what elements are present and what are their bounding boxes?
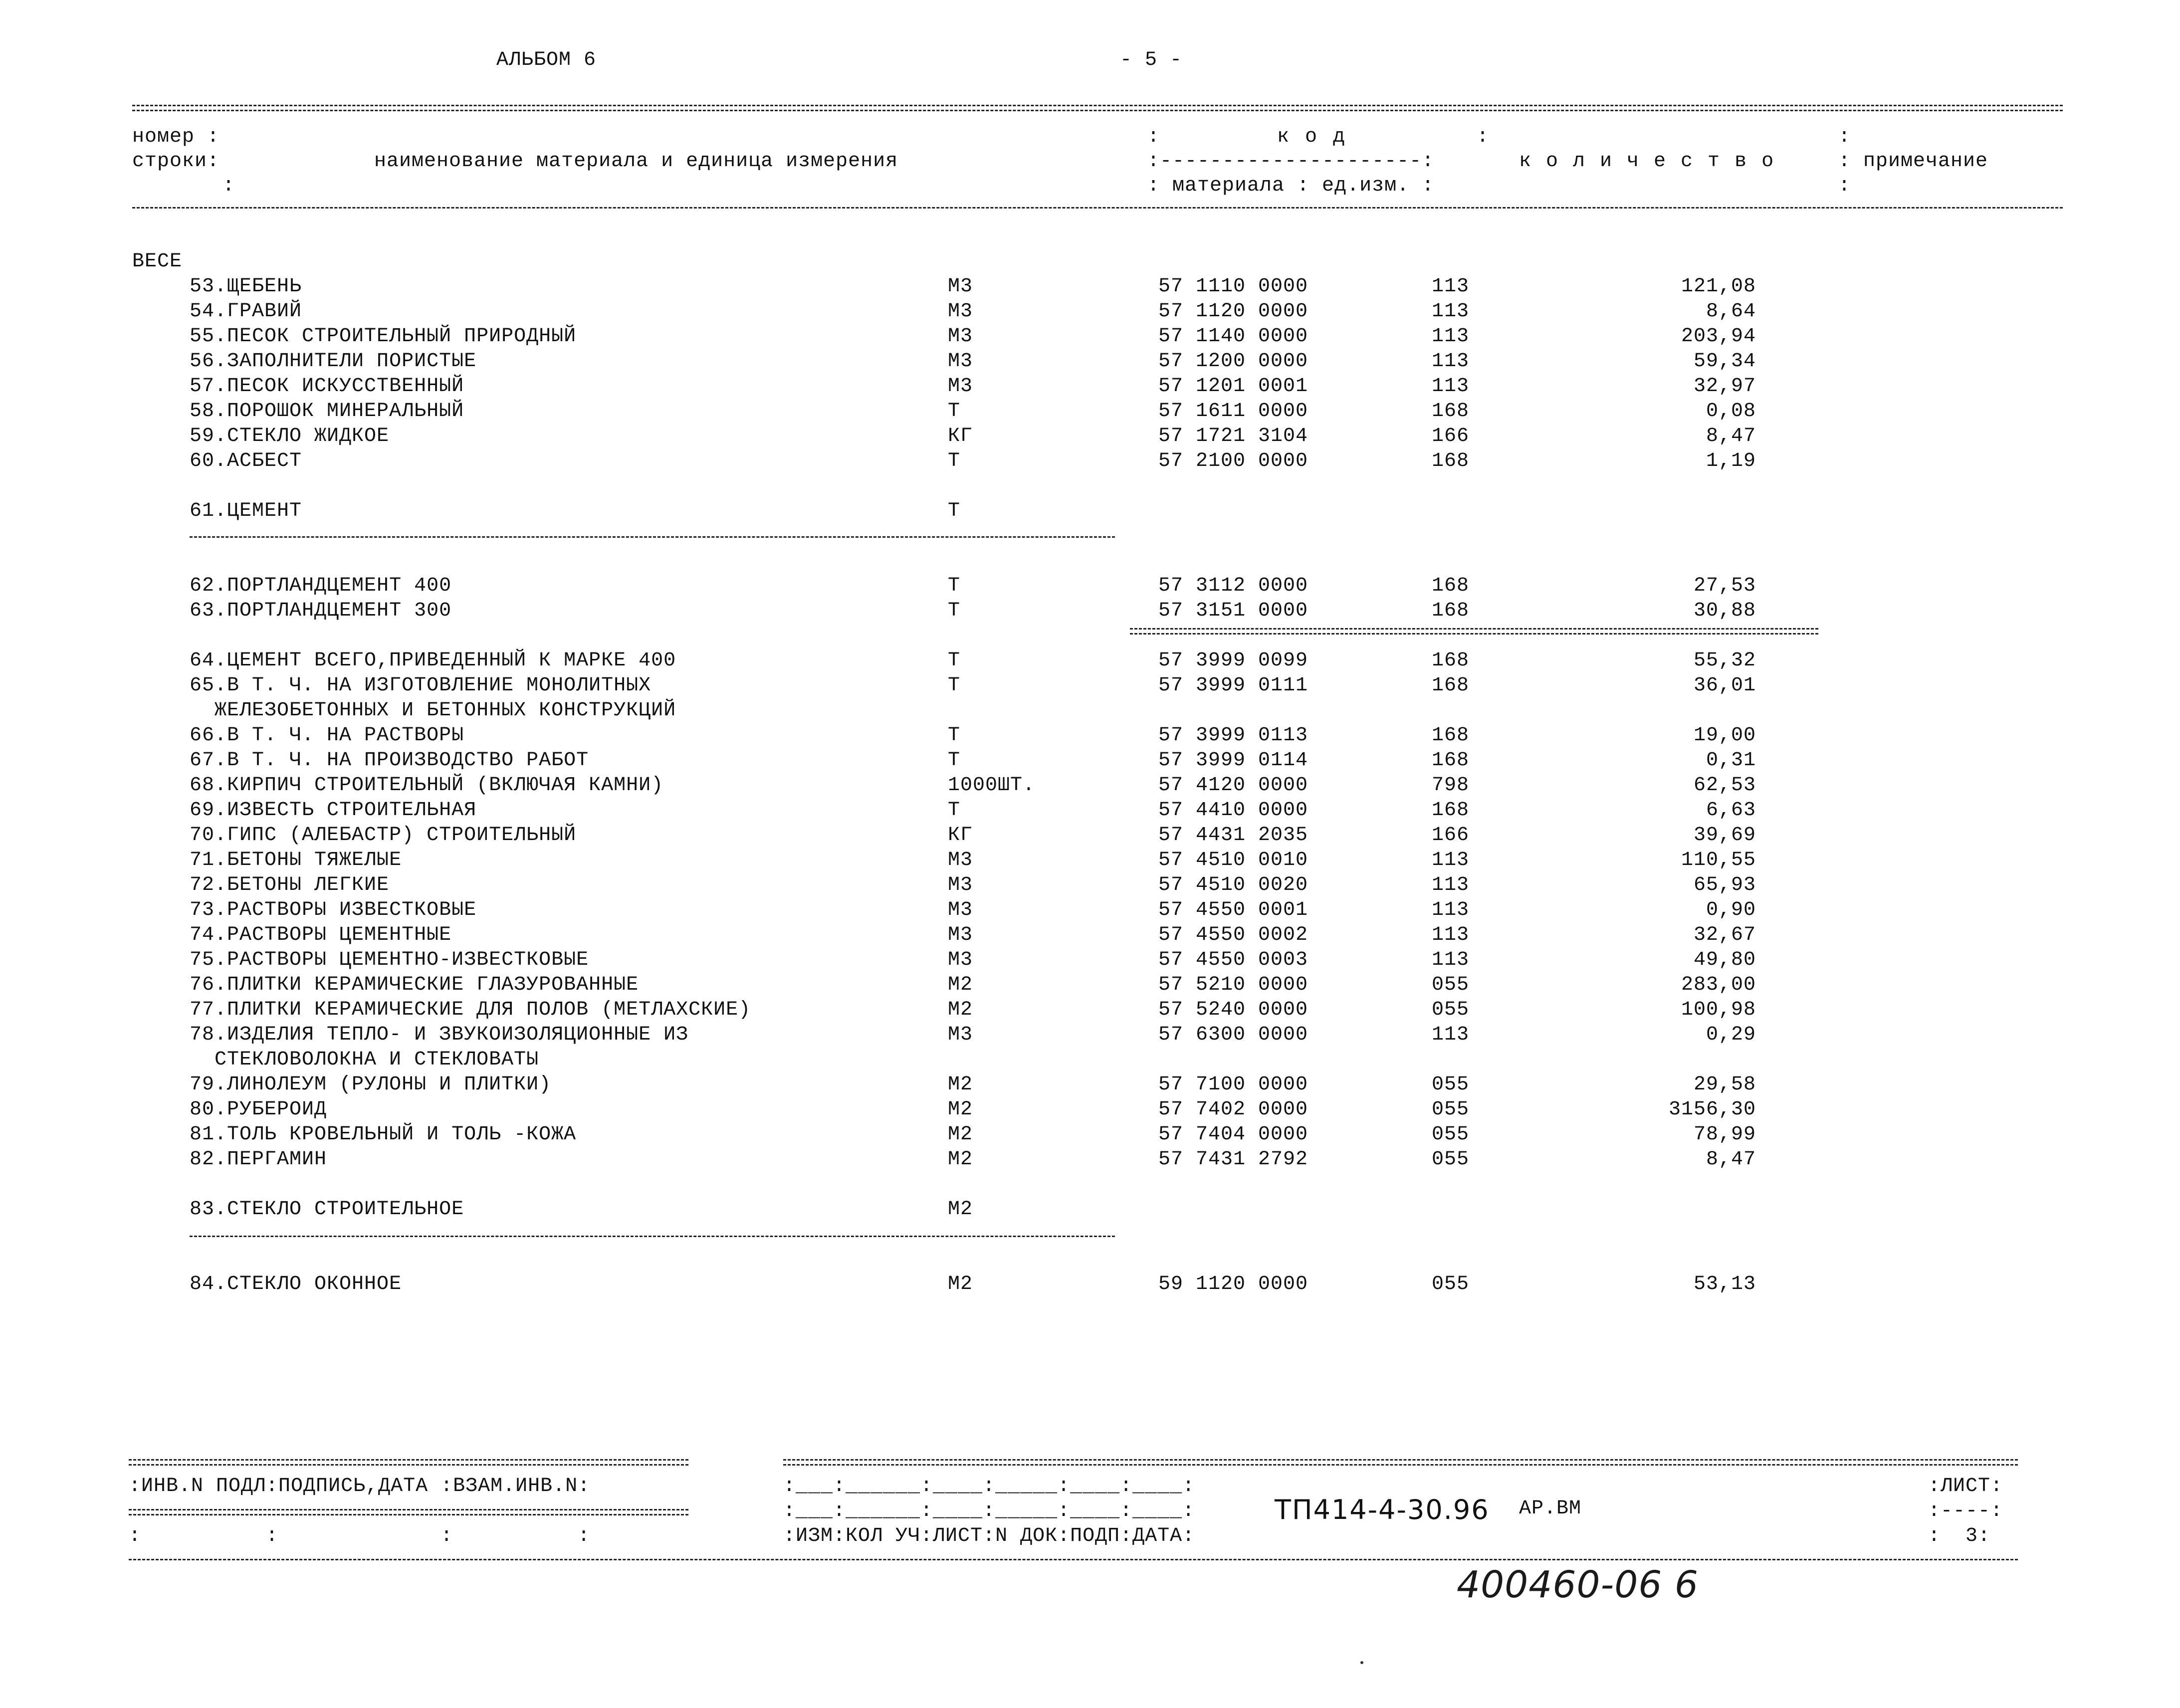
stamp-left-rule-3 [129, 1509, 688, 1510]
col-code-subheaders: : материала : ед.изм. : [1147, 175, 1435, 197]
stamp-bottom-rule [129, 1559, 2018, 1560]
row-quantity: 55,32 [1693, 649, 1756, 672]
row-quantity: 0,08 [1706, 400, 1756, 423]
table-row [0, 327, 2180, 352]
row-unit-code: 166 [1432, 425, 1470, 447]
row-material-code: 57 4510 0010 [1158, 849, 1308, 871]
row-unit-code: 113 [1432, 1024, 1470, 1046]
row-unit-code: 055 [1432, 974, 1470, 996]
row-unit: 1000ШТ. [948, 774, 1036, 797]
row-quantity: 203,94 [1681, 325, 1756, 348]
row-quantity: 78,99 [1693, 1123, 1756, 1146]
stamp-revision-row-2: :___:______:____:_____:____:____: [783, 1500, 1195, 1522]
row-name: 76.ПЛИТКИ КЕРАМИЧЕСКИЕ ГЛАЗУРОВАННЫЕ [190, 974, 639, 996]
stamp-sheet-label: :ЛИСТ: [1928, 1475, 2003, 1497]
row-unit-code: 168 [1432, 799, 1470, 822]
header-rule-top-2 [132, 110, 2063, 111]
row-name: 55.ПЕСОК СТРОИТЕЛЬНЫЙ ПРИРОДНЫЙ [190, 325, 577, 348]
row-unit-code: 055 [1432, 999, 1470, 1021]
row-unit-code: 166 [1432, 824, 1470, 847]
row-unit-code: 055 [1432, 1273, 1470, 1295]
row-quantity: 0,29 [1706, 1024, 1756, 1046]
row-material-code: 57 7431 2792 [1158, 1148, 1308, 1171]
row-unit: М3 [948, 924, 973, 946]
row-material-code: 57 1140 0000 [1158, 325, 1308, 348]
row-name: 54.ГРАВИЙ [190, 300, 302, 323]
table-row [0, 451, 2180, 476]
row-unit-code: 168 [1432, 600, 1470, 622]
row-name: 60.АСБЕСТ [190, 450, 302, 472]
row-material-code: 57 4431 2035 [1158, 824, 1308, 847]
table-row [0, 1125, 2180, 1150]
stamp-right-rule-2 [783, 1464, 2018, 1466]
row-unit: Т [948, 500, 961, 522]
row-unit-code: 113 [1432, 375, 1470, 398]
table-row [0, 427, 2180, 451]
row-unit: Т [948, 674, 961, 697]
stamp-left-rule-1 [129, 1459, 688, 1461]
table-row [0, 601, 2180, 626]
row-material-code: 57 4550 0002 [1158, 924, 1308, 946]
table-row [0, 377, 2180, 402]
row-name: 71.БЕТОНЫ ТЯЖЕЛЫЕ [190, 849, 402, 871]
stamp-document-code: ТП414-4-30.96 [1275, 1494, 1490, 1525]
row-unit-code: 055 [1432, 1073, 1470, 1096]
group-row-glass [0, 1200, 2180, 1225]
row-name: 68.КИРПИЧ СТРОИТЕЛЬНЫЙ (ВКЛЮЧАЯ КАМНИ) [190, 774, 664, 797]
row-material-code: 57 4550 0001 [1158, 899, 1308, 921]
row-unit-code: 113 [1432, 849, 1470, 871]
table-row [0, 676, 2180, 701]
row-name: 84.СТЕКЛО ОКОННОЕ [190, 1273, 402, 1295]
row-unit: Т [948, 749, 961, 772]
table-row [0, 1025, 2180, 1050]
row-unit: М2 [948, 1198, 973, 1221]
row-quantity: 8,47 [1706, 1148, 1756, 1171]
row-name: 56.ЗАПОЛНИТЕЛИ ПОРИСТЫЕ [190, 350, 477, 373]
table-row [0, 900, 2180, 925]
col-code-divider: :---------------------: [1147, 150, 1435, 173]
stamp-document-suffix: АР.ВМ [1519, 1497, 1582, 1520]
row-unit: КГ [948, 425, 973, 447]
row-name: 69.ИЗВЕСТЬ СТРОИТЕЛЬНАЯ [190, 799, 477, 822]
row-unit: М3 [948, 1024, 973, 1046]
row-quantity: 6,63 [1706, 799, 1756, 822]
group-underline-cement [190, 536, 1115, 538]
stamp-left-cells: : : : : [129, 1525, 591, 1547]
table-row [0, 776, 2180, 801]
stamp-sheet-separator: :----: [1928, 1500, 2003, 1522]
row-unit-code: 168 [1432, 749, 1470, 772]
row-unit: М2 [948, 974, 973, 996]
row-unit: М2 [948, 1273, 973, 1295]
row-quantity: 39,69 [1693, 824, 1756, 847]
table-row [0, 751, 2180, 776]
row-material-code: 57 1721 3104 [1158, 425, 1308, 447]
stamp-revision-row-1: :___:______:____:_____:____:____: [783, 1475, 1195, 1497]
row-quantity: 110,55 [1681, 849, 1756, 871]
stamp-left-labels: :ИНВ.N ПОДЛ:ПОДПИСЬ,ДАТА :ВЗАМ.ИНВ.N: [129, 1475, 591, 1497]
row-material-code: 59 1120 0000 [1158, 1273, 1308, 1295]
row-material-code: 57 7402 0000 [1158, 1098, 1308, 1121]
row-quantity: 19,00 [1693, 724, 1756, 747]
row-quantity: 36,01 [1693, 674, 1756, 697]
row-unit: М3 [948, 375, 973, 398]
row-material-code: 57 7404 0000 [1158, 1123, 1308, 1146]
section-label: ВЕСЕ [132, 250, 183, 273]
row-unit-code: 168 [1432, 575, 1470, 597]
row-name: 74.РАСТВОРЫ ЦЕМЕНТНЫЕ [190, 924, 452, 946]
row-quantity: 8,47 [1706, 425, 1756, 447]
row-quantity: 53,13 [1693, 1273, 1756, 1295]
stamp-right-rule-1 [783, 1459, 2018, 1461]
row-name: 58.ПОРОШОК МИНЕРАЛЬНЫЙ [190, 400, 464, 423]
stray-dot [1360, 1661, 1363, 1664]
row-unit: Т [948, 600, 961, 622]
row-material-code: 57 4120 0000 [1158, 774, 1308, 797]
row-unit-code: 168 [1432, 450, 1470, 472]
row-name: 61.ЦЕМЕНТ [190, 500, 302, 522]
row-material-code: 57 1200 0000 [1158, 350, 1308, 373]
row-unit: Т [948, 450, 961, 472]
table-row [0, 975, 2180, 1000]
table-row [0, 1100, 2180, 1125]
table-row [0, 302, 2180, 327]
col-code-sep-right: : [1477, 126, 1490, 148]
row-unit-code: 113 [1432, 874, 1470, 896]
row-quantity: 62,53 [1693, 774, 1756, 797]
row-unit-code: 113 [1432, 899, 1470, 921]
row-name: 53.ЩЕБЕНЬ [190, 275, 302, 298]
row-unit-code: 168 [1432, 674, 1470, 697]
row-unit: М2 [948, 1098, 973, 1121]
row-name: 72.БЕТОНЫ ЛЕГКИЕ [190, 874, 390, 896]
col-quantity-label: к о л и ч е с т в о [1519, 150, 1775, 173]
row-unit-code: 113 [1432, 949, 1470, 971]
stamp-sheet-number: : 3: [1928, 1525, 1991, 1547]
row-quantity: 30,88 [1693, 600, 1756, 622]
row-material-code: 57 3112 0000 [1158, 575, 1308, 597]
col-row-number-label-3: : [222, 175, 235, 197]
header-rule-top-1 [132, 105, 2063, 106]
row-unit-code: 168 [1432, 400, 1470, 423]
row-name: 65.В Т. Ч. НА ИЗГОТОВЛЕНИЕ МОНОЛИТНЫХ [190, 674, 652, 697]
row-unit: М3 [948, 949, 973, 971]
table-row [0, 875, 2180, 900]
row-unit: Т [948, 575, 961, 597]
row-material-code: 57 1120 0000 [1158, 300, 1308, 323]
row-quantity: 0,90 [1706, 899, 1756, 921]
table-row [0, 1000, 2180, 1025]
row-name: 63.ПОРТЛАНДЦЕМЕНТ 300 [190, 600, 452, 622]
row-quantity: 3156,30 [1668, 1098, 1756, 1121]
table-row [0, 851, 2180, 875]
row-name: 77.ПЛИТКИ КЕРАМИЧЕСКИЕ ДЛЯ ПОЛОВ (МЕТЛАХСКИЕ) [190, 999, 751, 1021]
table-row [0, 651, 2180, 676]
row-unit-code: 055 [1432, 1148, 1470, 1171]
row-material-code: 57 4410 0000 [1158, 799, 1308, 822]
row-quantity: 32,67 [1693, 924, 1756, 946]
row-quantity: 32,97 [1693, 375, 1756, 398]
stamp-left-rule-4 [129, 1514, 688, 1515]
row-name: 67.В Т. Ч. НА ПРОИЗВОДСТВО РАБОТ [190, 749, 589, 772]
row-material-code: 57 7100 0000 [1158, 1073, 1308, 1096]
table-row [0, 826, 2180, 851]
col-code-sep-left: : [1147, 126, 1160, 148]
row-unit: Т [948, 724, 961, 747]
row-name: 62.ПОРТЛАНДЦЕМЕНТ 400 [190, 575, 452, 597]
row-name: 79.ЛИНОЛЕУМ (РУЛОНЫ И ПЛИТКИ) [190, 1073, 552, 1096]
row-name: 70.ГИПС (АЛЕБАСТР) СТРОИТЕЛЬНЫЙ [190, 824, 577, 847]
col-row-number-label-1: номер : [132, 126, 220, 148]
row-name: 59.СТЕКЛО ЖИДКОЕ [190, 425, 390, 447]
row-unit-code: 113 [1432, 924, 1470, 946]
handwritten-inventory-number: 400460-06 6 [1457, 1563, 1699, 1606]
total-double-rule [1130, 628, 1818, 635]
row-name: 66.В Т. Ч. НА РАСТВОРЫ [190, 724, 464, 747]
row-material-code: 57 1110 0000 [1158, 275, 1308, 298]
row-unit-code: 168 [1432, 724, 1470, 747]
row-material-code: 57 3999 0114 [1158, 749, 1308, 772]
table-row [0, 950, 2180, 975]
table-row [0, 277, 2180, 302]
row-name: 78.ИЗДЕЛИЯ ТЕПЛО- И ЗВУКОИЗОЛЯЦИОННЫЕ ИЗ [190, 1024, 689, 1046]
table-row [0, 576, 2180, 601]
table-row [0, 402, 2180, 427]
row-quantity: 8,64 [1706, 300, 1756, 323]
row-name: 75.РАСТВОРЫ ЦЕМЕНТНО-ИЗВЕСТКОВЫЕ [190, 949, 589, 971]
row-name: 82.ПЕРГАМИН [190, 1148, 327, 1171]
row-78-continuation: СТЕКЛОВОЛОКНА И СТЕКЛОВАТЫ [215, 1049, 539, 1071]
row-quantity: 49,80 [1693, 949, 1756, 971]
row-name: 73.РАСТВОРЫ ИЗВЕСТКОВЫЕ [190, 899, 477, 921]
row-name: 83.СТЕКЛО СТРОИТЕЛЬНОЕ [190, 1198, 464, 1221]
row-unit: М3 [948, 325, 973, 348]
row-unit: Т [948, 649, 961, 672]
header-rule-bottom [132, 207, 2063, 209]
col-note-label: : примечание [1838, 150, 1988, 173]
row-name: 64.ЦЕМЕНТ ВСЕГО,ПРИВЕДЕННЫЙ К МАРКЕ 400 [190, 649, 676, 672]
stamp-revision-labels: :ИЗМ:КОЛ УЧ:ЛИСТ:N ДОК:ПОДП:ДАТА: [783, 1525, 1195, 1547]
row-unit: М3 [948, 849, 973, 871]
row-quantity: 121,08 [1681, 275, 1756, 298]
row-unit: М2 [948, 1123, 973, 1146]
group-underline-glass [190, 1236, 1115, 1237]
row-unit: М3 [948, 899, 973, 921]
row-unit: Т [948, 400, 961, 423]
row-unit-code: 113 [1432, 300, 1470, 323]
col-name-label: наименование материала и единица измерения [374, 150, 898, 173]
row-unit-code: 055 [1432, 1098, 1470, 1121]
col-row-number-label-2: строки: [132, 150, 220, 173]
row-material-code: 57 6300 0000 [1158, 1024, 1308, 1046]
row-unit: М3 [948, 874, 973, 896]
table-row [0, 352, 2180, 377]
row-material-code: 57 3999 0113 [1158, 724, 1308, 747]
row-unit: М2 [948, 1073, 973, 1096]
row-material-code: 57 5240 0000 [1158, 999, 1308, 1021]
table-row [0, 925, 2180, 950]
row-quantity: 29,58 [1693, 1073, 1756, 1096]
row-unit-code: 798 [1432, 774, 1470, 797]
col-code-label: к о д [1277, 126, 1347, 148]
row-unit: М2 [948, 1148, 973, 1171]
row-quantity: 65,93 [1693, 874, 1756, 896]
row-unit-code: 168 [1432, 649, 1470, 672]
row-material-code: 57 3151 0000 [1158, 600, 1308, 622]
row-material-code: 57 4550 0003 [1158, 949, 1308, 971]
row-unit-code: 055 [1432, 1123, 1470, 1146]
row-quantity: 59,34 [1693, 350, 1756, 373]
table-row [0, 801, 2180, 826]
row-quantity: 1,19 [1706, 450, 1756, 472]
page-number: - 5 - [1120, 49, 1183, 71]
row-material-code: 57 1611 0000 [1158, 400, 1308, 423]
row-unit: М3 [948, 350, 973, 373]
row-name: 80.РУБЕРОИД [190, 1098, 327, 1121]
row-unit: КГ [948, 824, 973, 847]
row-unit-code: 113 [1432, 325, 1470, 348]
row-quantity: 27,53 [1693, 575, 1756, 597]
col-note-sep-3: : [1838, 175, 1851, 197]
row-material-code: 57 3999 0099 [1158, 649, 1308, 672]
col-note-sep-1: : [1838, 126, 1851, 148]
row-unit: Т [948, 799, 961, 822]
row-unit-code: 113 [1432, 275, 1470, 298]
row-unit: М3 [948, 300, 973, 323]
row-material-code: 57 3999 0111 [1158, 674, 1308, 697]
row-unit: М3 [948, 275, 973, 298]
table-row [0, 1075, 2180, 1100]
album-label: АЛЬБОМ 6 [496, 49, 597, 71]
row-name: 81.ТОЛЬ КРОВЕЛЬНЫЙ И ТОЛЬ -КОЖА [190, 1123, 577, 1146]
group-row-cement [0, 501, 2180, 526]
row-material-code: 57 1201 0001 [1158, 375, 1308, 398]
row-65-continuation: ЖЕЛЕЗОБЕТОННЫХ И БЕТОННЫХ КОНСТРУКЦИЙ [215, 699, 676, 722]
row-material-code: 57 4510 0020 [1158, 874, 1308, 896]
row-quantity: 283,00 [1681, 974, 1756, 996]
table-row [0, 726, 2180, 751]
row-name: 57.ПЕСОК ИСКУССТВЕННЫЙ [190, 375, 464, 398]
row-material-code: 57 5210 0000 [1158, 974, 1308, 996]
row-quantity: 100,98 [1681, 999, 1756, 1021]
row-quantity: 0,31 [1706, 749, 1756, 772]
table-row [0, 1275, 2180, 1299]
row-material-code: 57 2100 0000 [1158, 450, 1308, 472]
row-unit-code: 113 [1432, 350, 1470, 373]
row-unit: М2 [948, 999, 973, 1021]
table-row [0, 1150, 2180, 1175]
stamp-left-rule-2 [129, 1464, 688, 1466]
